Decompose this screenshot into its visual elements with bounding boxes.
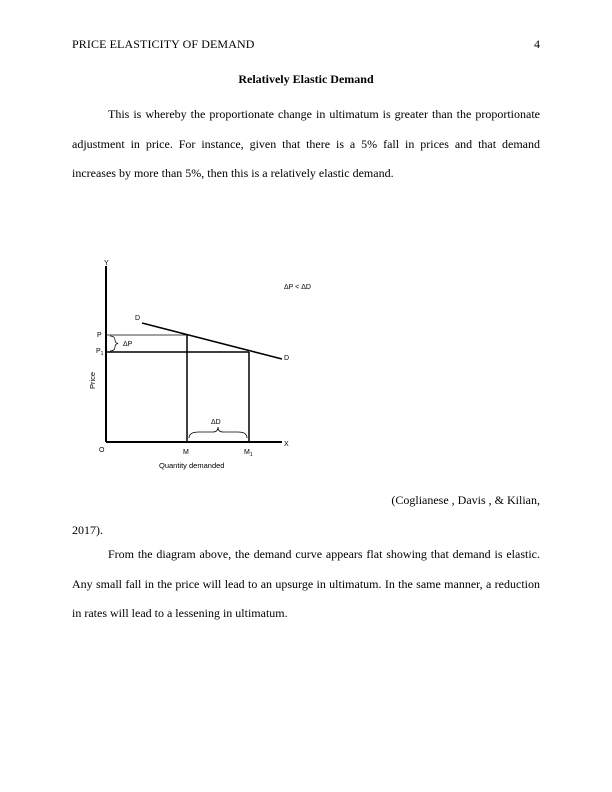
paragraph-analysis-text: From the diagram above, the demand curve appears flat showing that demand is elastic. Any small fall in the price will lead to an upsurge in ultimatum. In the same manner, a reduction in rates will lead to a lessening in ultimatum. xyxy=(72,547,540,620)
y-axis-label: Y xyxy=(104,260,109,267)
quantity-m-label: M xyxy=(183,449,189,456)
price-p1-label: $P_1$ xyxy=(96,348,104,357)
delta-d-label: ΔD xyxy=(211,419,221,426)
citation xyxy=(72,486,540,545)
delta-d-brace xyxy=(189,427,247,438)
paragraph-definition-text: This is whereby the proportionate change in ultimatum is greater than the proportionate adjustment in price. For instance, given that there is a 5% fall in prices and that demand increases by more than 5%, then this is a relatively elastic demand. xyxy=(72,107,540,180)
origin-label: O xyxy=(99,447,105,454)
citation-line-1: (Coglianese , Davis , & Kilian, xyxy=(391,493,540,507)
citation-line-2: 2017). xyxy=(72,522,103,537)
delta-p-label: ΔP xyxy=(123,341,133,348)
relation-label: ΔP < ΔD xyxy=(284,284,311,291)
running-title: PRICE ELASTICITY OF DEMAND xyxy=(72,37,255,51)
price-p-label: P xyxy=(97,332,102,339)
delta-p-brace xyxy=(110,336,118,351)
page-number: 4 xyxy=(534,37,540,51)
demand-label-start: D xyxy=(135,315,141,322)
demand-label-end: D xyxy=(284,355,290,362)
paragraph-definition xyxy=(72,100,540,189)
price-axis-title: Price xyxy=(88,371,97,389)
diagram-svg xyxy=(82,252,322,476)
quantity-m1-label: $M_1$ xyxy=(244,449,253,458)
paragraph-analysis xyxy=(72,540,540,629)
quantity-axis-title: Quantity demanded xyxy=(159,461,225,470)
demand-curve xyxy=(142,323,282,359)
x-axis-label: X xyxy=(284,441,289,448)
section-heading: Relatively Elastic Demand xyxy=(238,72,374,86)
elastic-demand-diagram xyxy=(82,252,322,476)
